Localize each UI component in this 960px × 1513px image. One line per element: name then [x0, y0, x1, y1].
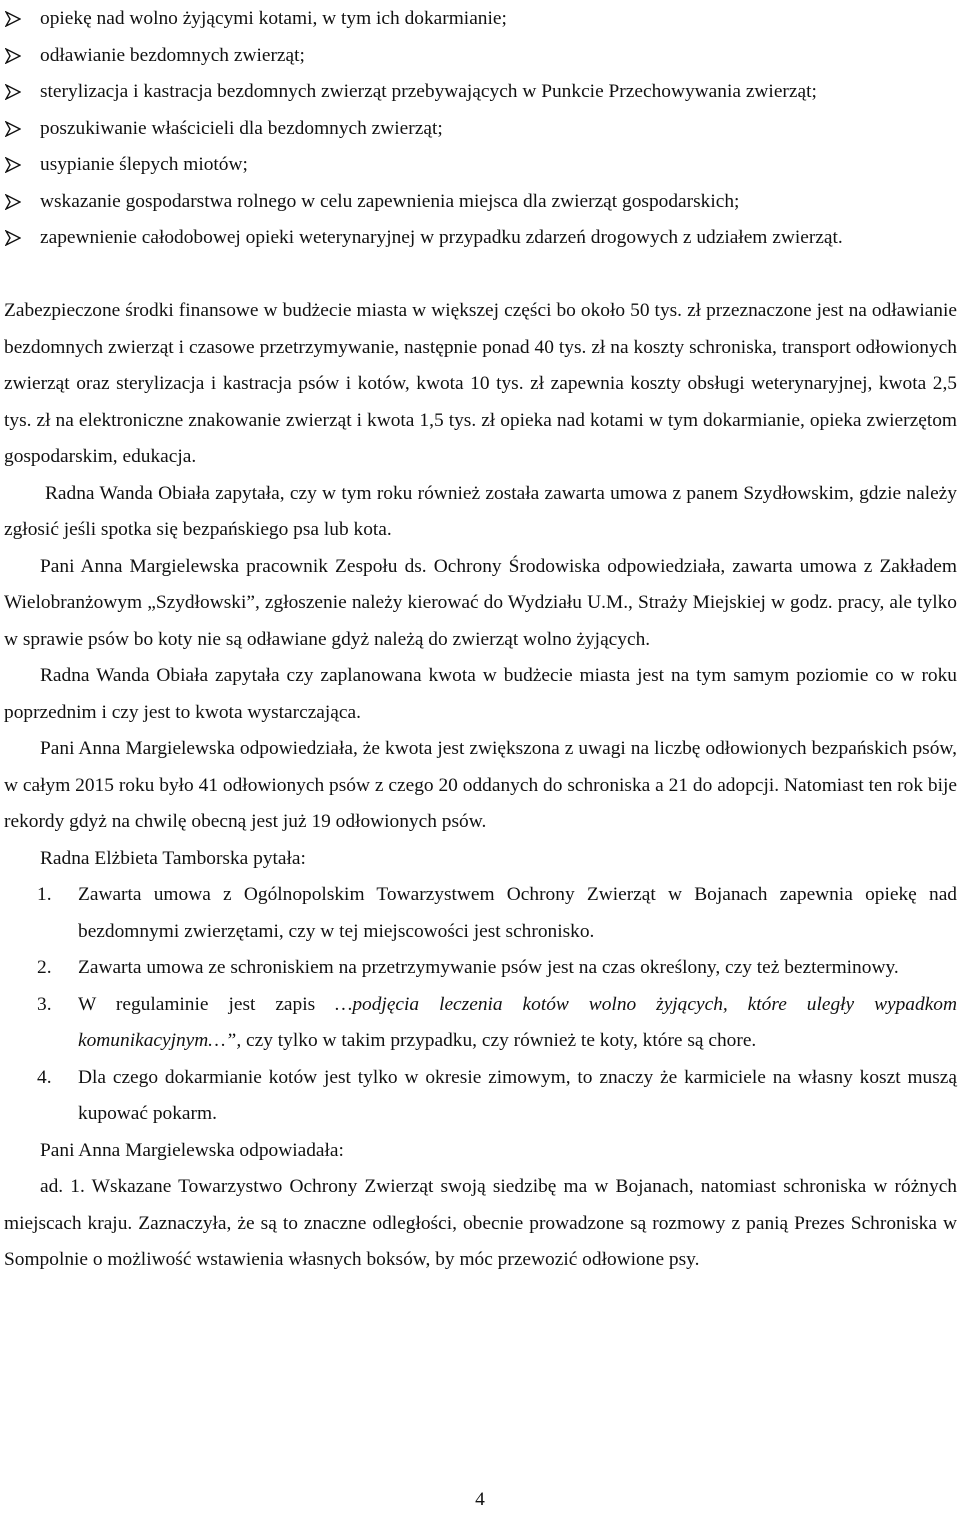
arrow-bullet-icon	[5, 11, 21, 27]
bullet-item	[0, 184, 957, 221]
bullet-item	[0, 74, 957, 111]
bullet-item	[0, 220, 957, 257]
question-item	[4, 1060, 957, 1133]
bullet-text: poszukiwanie właścicieli dla bezdomnych zwierząt;	[40, 117, 443, 139]
bullet-text: odławianie bezdomnych zwierząt;	[40, 44, 305, 66]
question-item	[4, 950, 957, 987]
bullet-text: sterylizacja i kastracja bezdomnych zwierząt przebywających w Punkcie Przechowywania zwierząt;	[40, 81, 817, 102]
arrow-bullet-icon	[5, 157, 21, 173]
bullet-item	[0, 111, 957, 148]
question-number: 1.	[37, 884, 52, 905]
paragraph-answer-margielewska: Pani Anna Margielewska pracownik Zespołu ds. Ochrony Środowiska odpowiedziała, zawarta umowa z Zakładem Wielobranżowym „Szydłowski”, zgłoszenie należy kierować do Wydziału U.M., Straży Miejskiej w godz. pracy, ale tylko w sprawie psów bo koty nie są odławiane gdyż należą do zwierząt wolno żyjących.	[4, 555, 957, 650]
bullet-text: opiekę nad wolno żyjącymi kotami, w tym ich dokarmianie;	[40, 8, 507, 29]
question-number: 4.	[37, 1066, 52, 1088]
question-text: Zawarta umowa ze schroniskiem na przetrzymywanie psów jest na czas określony, czy też bezterminowy.	[78, 957, 899, 978]
bullet-item	[0, 147, 957, 184]
question-number: 3.	[37, 993, 52, 1015]
arrow-bullet-icon	[5, 121, 21, 137]
arrow-bullet-icon	[5, 230, 21, 246]
bullet-item	[0, 1, 957, 38]
question-text: Dla czego dokarmianie kotów jest tylko w okresie zimowym, to znaczy że karmiciele na własny koszt muszą kupować pokarm.	[78, 1066, 957, 1124]
bullet-item	[0, 38, 957, 75]
question-text-after: czy tylko w takim przypadku, czy również te koty, które są chore.	[241, 1030, 757, 1051]
question-item	[4, 877, 957, 950]
arrow-bullet-icon	[5, 194, 21, 210]
question-text-before: W regulaminie jest zapis	[78, 993, 336, 1015]
page-number: 4	[475, 1489, 485, 1510]
bullet-list	[0, 1, 957, 257]
paragraph-answer-margielewska-dogs: Pani Anna Margielewska odpowiedziała, że kwota jest zwiększona z uwagi na liczbę odłowionych bezpańskich psów, w całym 2015 roku było 41 odłowionych psów z czego 20 oddanych do schroniska a 21 do adopcji. Natomiast ten rok bije rekordy gdyż na chwilę obecną jest już 19 odłowionych psów.	[4, 738, 957, 832]
bullet-text: wskazanie gospodarstwa rolnego w celu zapewnienia miejsca dla zwierząt gospodarskich;	[40, 190, 740, 212]
paragraph-question-obiala: Radna Wanda Obiała zapytała, czy w tym roku również została zawarta umowa z panem Szydłowskim, gdzie należy zgłosić jeśli spotka się bezpańskiego psa lub kota.	[4, 482, 957, 540]
paragraph-answer-ad1: ad. 1. Wskazane Towarzystwo Ochrony Zwierząt swoją siedzibę ma w Bojanach, natomiast schroniska w różnych miejscach kraju. Zaznaczyła, że są to znaczne odległości, obecnie prowadzone są rozmowy z panią Prezes Schroniska w Sompolnie o możliwość wstawienia własnych boksów, by móc przewozić odłowione psy.	[4, 1176, 957, 1270]
bullet-text: zapewnienie całodobowej opieki weterynaryjnej w przypadku zdarzeń drogowych z udziałem zwierząt.	[40, 227, 843, 248]
question-text: Zawarta umowa z Ogólnopolskim Towarzystwem Ochrony Zwierząt w Bojanach zapewnia opiekę nad bezdomnymi zwierzętami, czy w tej miejscowości jest schronisko.	[78, 884, 957, 942]
paragraph-question-obiala-budget: Radna Wanda Obiała zapytała czy zaplanowana kwota w budżecie miasta jest na tym samym poziomie co w roku poprzednim i czy jest to kwota wystarczająca.	[4, 665, 957, 723]
question-item	[4, 987, 957, 1060]
paragraph-margielewska-answers-intro: Pani Anna Margielewska odpowiadała:	[40, 1139, 344, 1161]
document-body	[4, 293, 957, 1279]
arrow-bullet-icon	[5, 84, 21, 100]
question-quote: …podjęcia leczenia kotów wolno żyjących, które uległy wypadkom komunikacyjnym…”,	[78, 993, 958, 1051]
bullet-text: usypianie ślepych miotów;	[40, 154, 248, 175]
paragraph-budget: Zabezpieczone środki finansowe w budżecie miasta w większej części bo około 50 tys. zł przeznaczone jest na odławianie bezdomnych zwierząt i czasowe przetrzymywanie, następnie ponad 40 tys. zł na koszty schroniska, transport odłowionych zwierząt oraz sterylizacja i kastracja psów i kotów, kwota 10 tys. zł zapewnia koszty obsługi weterynaryjnej, kwota 2,5 tys. zł na elektroniczne znakowanie zwierząt i kwota 1,5 tys. zł opieka nad kotami w tym dokarmianie, opieka zwierzętom gospodarskim, edukacja.	[4, 300, 957, 467]
paragraph-tamborska-intro: Radna Elżbieta Tamborska pytała:	[40, 847, 306, 869]
arrow-bullet-icon	[5, 48, 21, 64]
question-number: 2.	[37, 957, 52, 978]
